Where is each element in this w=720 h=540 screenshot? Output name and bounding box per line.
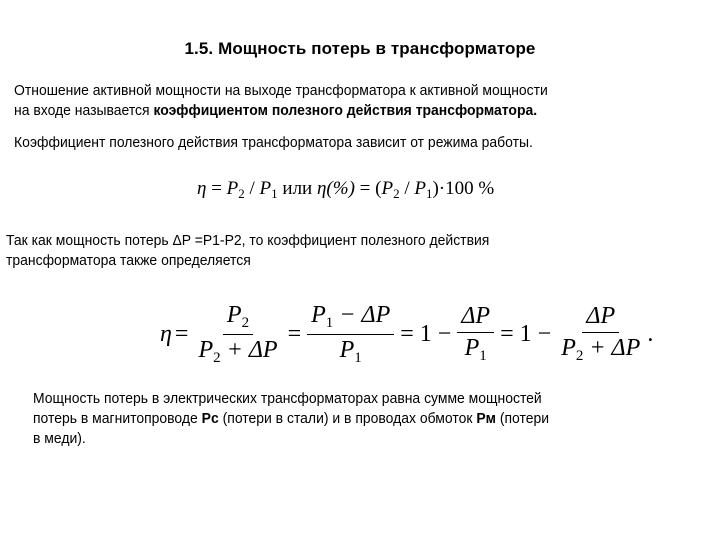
definition-line-1: Отношение активной мощности на выходе трансформатора к активной мощности	[14, 82, 548, 99]
fraction-4: $\frac{\Delta P}{P_2 + \Delta P}$	[561, 303, 641, 364]
loss-components-paragraph: Мощность потерь в электрических трансформаторах равна сумме мощностей потерь в магнитопроводе Рс (потери в стали) и в проводах обмоток Рм (потери в меди).	[33, 390, 550, 447]
fraction-2: $\frac{P_1 - \Delta P}{P_1}$	[307, 302, 394, 367]
loss-paragraph: Так как мощность потерь ΔP =P1-P2, то коэффициент полезного действия трансформатора также определяется	[6, 232, 490, 269]
steel-loss-symbol: Рс	[201, 410, 219, 427]
copper-loss-symbol: Рм	[476, 410, 496, 427]
efficiency-term: коэффициентом полезного действия трансформатора.	[153, 102, 538, 119]
efficiency-formula-basic: $\eta = P_2 / P_1$ или $\eta(\%) = (P_2 / P_1)\cdot 100$ %	[197, 178, 495, 201]
fraction-1: $\frac{P_2}{P_2 + \Delta P}$	[198, 301, 278, 366]
efficiency-formula-expanded: η = $\frac{P_2}{P_2 + \Delta P}$ = $\frac{P_1 - \Delta P}{P_1}$ = 1 − $\frac{\Delta P}{P_1}$ = 1 − $\frac{\Delta P}{P_2 + \Delta P}$ .	[160, 301, 654, 366]
definition-line-2: на входе называется коэффициентом полезного действия трансформатора.	[14, 102, 538, 119]
page-title: 1.5. Мощность потерь в трансформаторе	[184, 39, 536, 58]
definition-paragraph	[14, 81, 548, 121]
fraction-3: $\frac{\Delta P}{P_1}$	[457, 303, 494, 365]
dependency-paragraph: Коэффициент полезного действия трансформатора зависит от режима работы.	[14, 134, 533, 151]
